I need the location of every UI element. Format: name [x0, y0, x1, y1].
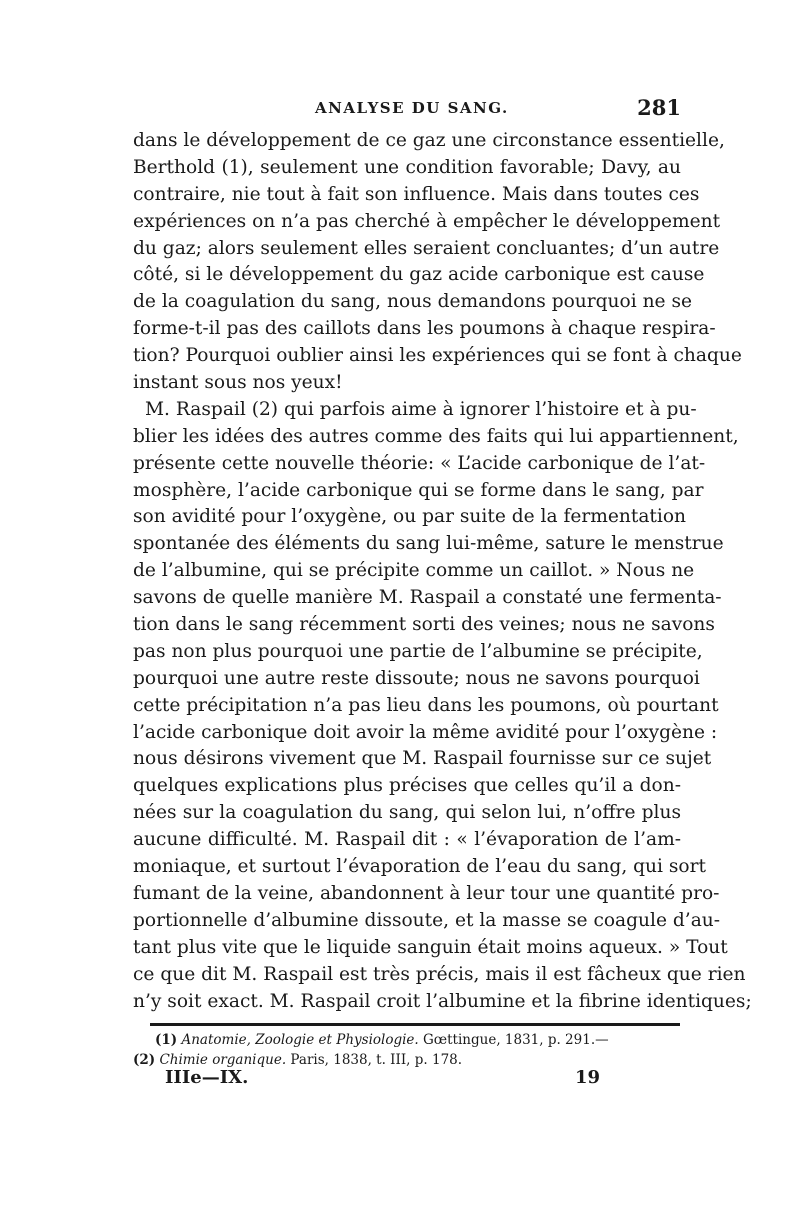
text-line: ce que dit M. Raspail est très précis, mais il est fâcheux que rien — [133, 963, 746, 985]
footnote-1 — [133, 1030, 681, 1050]
running-title: ANALYSE DU SANG. — [315, 99, 509, 117]
text-line: nées sur la coagulation du sang, qui selon lui, n’offre plus — [133, 802, 681, 824]
text-line: instant sous nos yeux! — [133, 372, 343, 394]
text-line: portionnelle d’albumine dissoute, et la masse se coagule d’au- — [133, 909, 721, 931]
footnote-citation: Paris, 1838, t. III, p. 178. — [286, 1052, 463, 1068]
text-line: son avidité pour l’oxygène, ou par suite de la fermentation — [133, 506, 687, 528]
text-line: aucune difficulté. M. Raspail dit : « l’évaporation de l’am- — [133, 829, 681, 851]
page-number: 281 — [637, 95, 681, 120]
text-line: côté, si le développement du gaz acide carbonique est cause — [133, 264, 705, 286]
text-line: pourquoi une autre reste dissoute; nous ne savons pourquoi — [133, 667, 700, 689]
text-line: n’y soit exact. M. Raspail croit l’albumine et la fibrine identiques; — [133, 990, 752, 1012]
text-line: blier les idées des autres comme des faits qui lui appartiennent, — [133, 425, 739, 447]
text-line: savons de quelle manière M. Raspail a constaté une fermenta- — [133, 587, 722, 609]
text-line: de l’albumine, qui se précipite comme un caillot. » Nous ne — [133, 560, 695, 582]
text-line: nous désirons vivement que M. Raspail fournisse sur ce sujet — [133, 748, 712, 770]
page-header — [133, 97, 681, 127]
text-line: expériences on n’a pas cherché à empêcher le développement — [133, 210, 721, 232]
footnote-rule — [150, 1023, 680, 1026]
text-line: spontanée des éléments du sang lui-même, sature le menstrue — [133, 533, 724, 555]
text-line: Berthold (1), seulement une condition favorable; Davy, au — [133, 156, 681, 178]
footnote-work-title: Anatomie, Zoologie et Physiologie. — [181, 1032, 419, 1048]
footnote-citation: Gœttingue, 1831, p. 291.— — [418, 1032, 609, 1048]
sheet-number: 19 — [574, 1067, 600, 1088]
text-line: contraire, nie tout à fait son influence. Mais dans toutes ces — [133, 183, 700, 205]
footnote-work-title: Chimie organique. — [159, 1052, 287, 1068]
text-line: quelques explications plus précises que celles qu’il a don- — [133, 775, 681, 797]
sheet-mark: IIIe—IX. — [165, 1067, 249, 1088]
body-text — [133, 128, 752, 1015]
footnote-mark: (2) — [133, 1052, 156, 1068]
text-line: tion dans le sang récemment sorti des veines; nous ne savons — [133, 614, 715, 636]
text-line: mosphère, l’acide carbonique qui se forme dans le sang, par — [133, 479, 704, 501]
text-line: cette précipitation n’a pas lieu dans les poumons, où pourtant — [133, 694, 719, 716]
text-line: dans le développement de ce gaz une circonstance essentielle, — [133, 130, 725, 151]
footnotes — [133, 1030, 681, 1070]
footnote-mark: (1) — [155, 1032, 178, 1048]
text-line: fumant de la veine, abandonnent à leur tour une quantité pro- — [133, 882, 720, 904]
text-line: forme-t-il pas des caillots dans les poumons à chaque respira- — [133, 318, 716, 340]
text-line: tion? Pourquoi oublier ainsi les expériences qui se font à chaque — [133, 345, 742, 367]
text-line: présente cette nouvelle théorie: « L’acide carbonique de l’at- — [133, 452, 706, 474]
text-line: M. Raspail (2) qui parfois aime à ignorer l’histoire et à pu- — [145, 398, 697, 420]
text-line: moniaque, et surtout l’évaporation de l’eau du sang, qui sort — [133, 856, 706, 878]
text-line: tant plus vite que le liquide sanguin était moins aqueux. » Tout — [133, 936, 728, 958]
text-line: de la coagulation du sang, nous demandons pourquoi ne se — [133, 291, 693, 313]
text-line: pas non plus pourquoi une partie de l’albumine se précipite, — [133, 640, 703, 662]
text-line: l’acide carbonique doit avoir la même avidité pour l’oxygène : — [133, 721, 718, 743]
text-line: du gaz; alors seulement elles seraient concluantes; d’un autre — [133, 237, 720, 259]
